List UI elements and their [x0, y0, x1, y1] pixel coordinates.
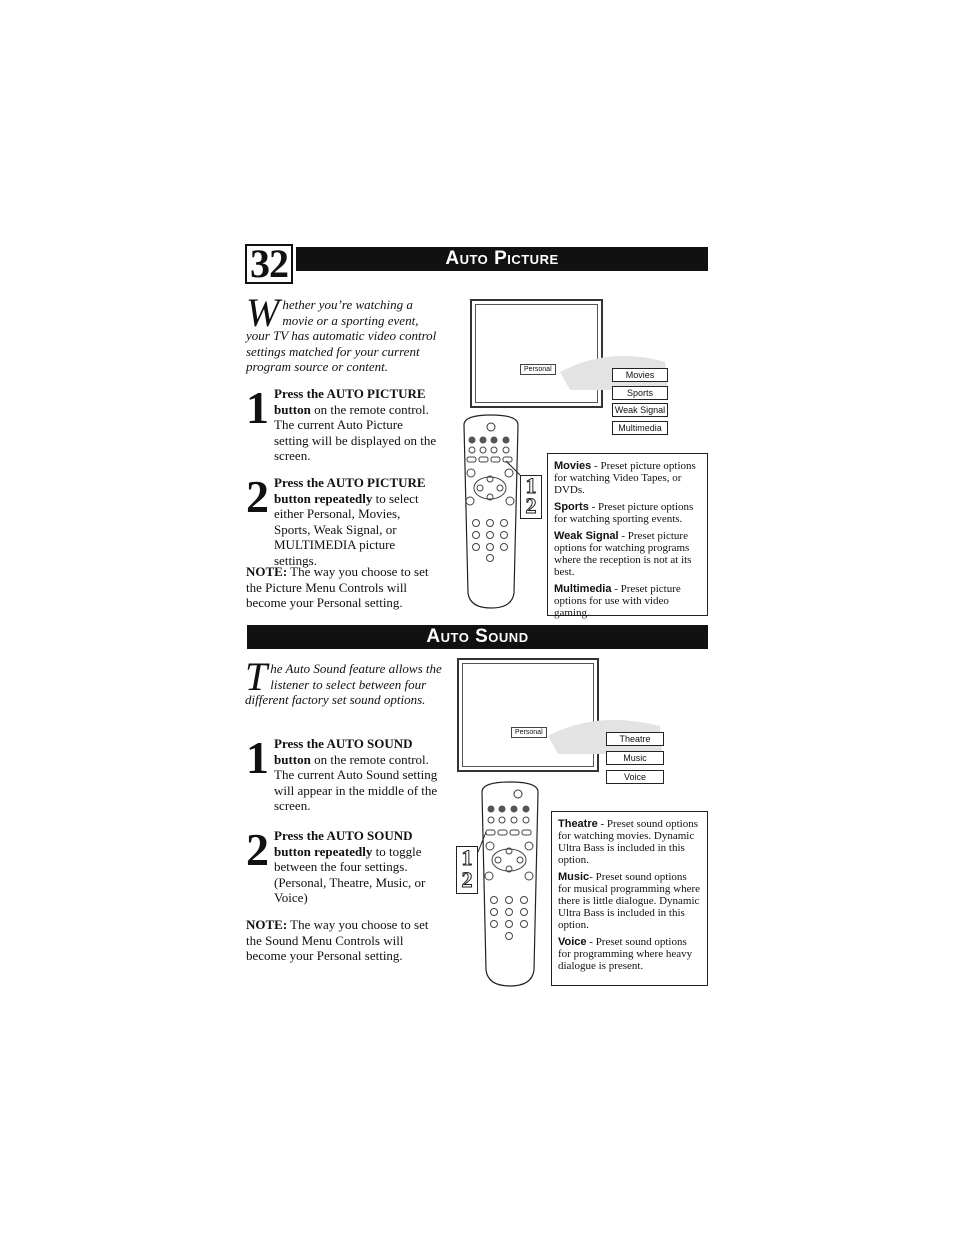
note-label: NOTE:	[246, 564, 288, 579]
description-music	[558, 871, 701, 931]
remote-control-illustration	[474, 780, 546, 990]
term: Multimedia	[554, 583, 612, 595]
step-number-1: 1	[246, 382, 269, 433]
screen-setting-label: Personal	[520, 364, 556, 375]
step-number-1: 1	[246, 732, 269, 783]
step-detail: to select either Personal, Movies, Sports, Weak Signal, or MULTIMEDIA picture settings.	[274, 490, 419, 568]
definition: - Preset sound options for musical programming where there is little dialogue. Dynamic Ultra Bass is included in this option.	[558, 871, 701, 931]
step-detail: to toggle between the four settings. (Personal, Theatre, Music, or Voice)	[274, 843, 426, 906]
step-instruction: Press the AUTO SOUND button repeatedly	[274, 828, 413, 859]
page-number: 32	[245, 244, 293, 284]
step-instruction: Press the AUTO PICTURE button repeatedly	[274, 475, 426, 506]
step-detail: on the remote control. The current Auto Sound setting will appear in the middle of the screen.	[274, 751, 438, 814]
step-detail: on the remote control. The current Auto Picture setting will be displayed on the screen.	[274, 401, 437, 464]
callout-step-1: 1	[525, 473, 537, 498]
definition: - Preset picture options for watching Video Tapes, or DVDs.	[554, 460, 696, 496]
option-multimedia: Multimedia	[612, 421, 668, 435]
term: Weak Signal	[554, 530, 619, 542]
description-voice	[558, 936, 701, 972]
auto-sound-step-1	[274, 736, 440, 814]
option-sports: Sports	[612, 386, 668, 400]
auto-picture-step-1	[274, 386, 440, 464]
auto-sound-intro	[245, 654, 443, 708]
auto-sound-descriptions	[551, 811, 708, 986]
note-text: The way you choose to set the Picture Menu Controls will become your Personal setting.	[246, 564, 429, 611]
section-title-auto-picture: Auto Picture	[296, 247, 708, 271]
remote-control-illustration	[456, 413, 526, 613]
term: Movies	[554, 460, 592, 472]
auto-sound-note	[246, 917, 444, 964]
term: Sports	[554, 501, 589, 513]
remote-step-callout	[520, 475, 542, 519]
step-instruction: Press the AUTO PICTURE button	[274, 386, 426, 417]
note-text: The way you choose to set the Sound Menu Controls will become your Personal setting.	[246, 917, 429, 964]
definition: - Preset sound options for watching movies. Dynamic Ultra Bass is included in this option.	[558, 818, 698, 866]
option-music: Music	[606, 751, 664, 765]
option-theatre: Theatre	[606, 732, 664, 746]
remote-step-callout	[456, 846, 478, 894]
callout-step-2: 2	[461, 867, 473, 892]
note-label: NOTE:	[246, 917, 288, 932]
section-title-auto-sound: Auto Sound	[247, 625, 708, 649]
intro-text: hether you’re watching a movie or a sporting event, your TV has automatic video control settings matched for your current program source or content.	[246, 297, 437, 374]
definition: - Preset picture options for watching sporting events.	[554, 501, 694, 525]
option-voice: Voice	[606, 770, 664, 784]
term: Voice	[558, 936, 587, 948]
option-movies: Movies	[612, 368, 668, 382]
step-number-2: 2	[246, 471, 269, 522]
callout-step-1: 1	[461, 845, 473, 870]
auto-picture-step-2	[274, 475, 440, 569]
description-movies	[554, 460, 701, 496]
definition: - Preset picture options for use with video gaming.	[554, 583, 681, 619]
step-instruction: Press the AUTO SOUND button	[274, 736, 413, 767]
option-weak-signal: Weak Signal	[612, 403, 668, 417]
auto-picture-intro	[246, 290, 444, 375]
screen-setting-label: Personal	[511, 727, 547, 738]
description-sports	[554, 501, 701, 525]
auto-picture-note	[246, 564, 444, 611]
description-multimedia	[554, 583, 701, 619]
drop-cap: T	[245, 654, 268, 699]
term: Music	[558, 871, 590, 883]
auto-picture-descriptions	[547, 453, 708, 619]
definition: - Preset sound options for programming where heavy dialogue is present.	[558, 936, 693, 972]
intro-text: he Auto Sound feature allows the listener to select between four different factory set sound options.	[245, 661, 442, 707]
step-number-2: 2	[246, 824, 269, 875]
callout-step-2: 2	[525, 493, 537, 518]
description-theatre	[558, 818, 701, 866]
description-weak-signal	[554, 530, 701, 578]
term: Theatre	[558, 818, 598, 830]
drop-cap: W	[246, 290, 280, 335]
definition: - Preset picture options for watching programs where the reception is not at its best.	[554, 530, 692, 578]
auto-sound-step-2	[274, 828, 440, 906]
